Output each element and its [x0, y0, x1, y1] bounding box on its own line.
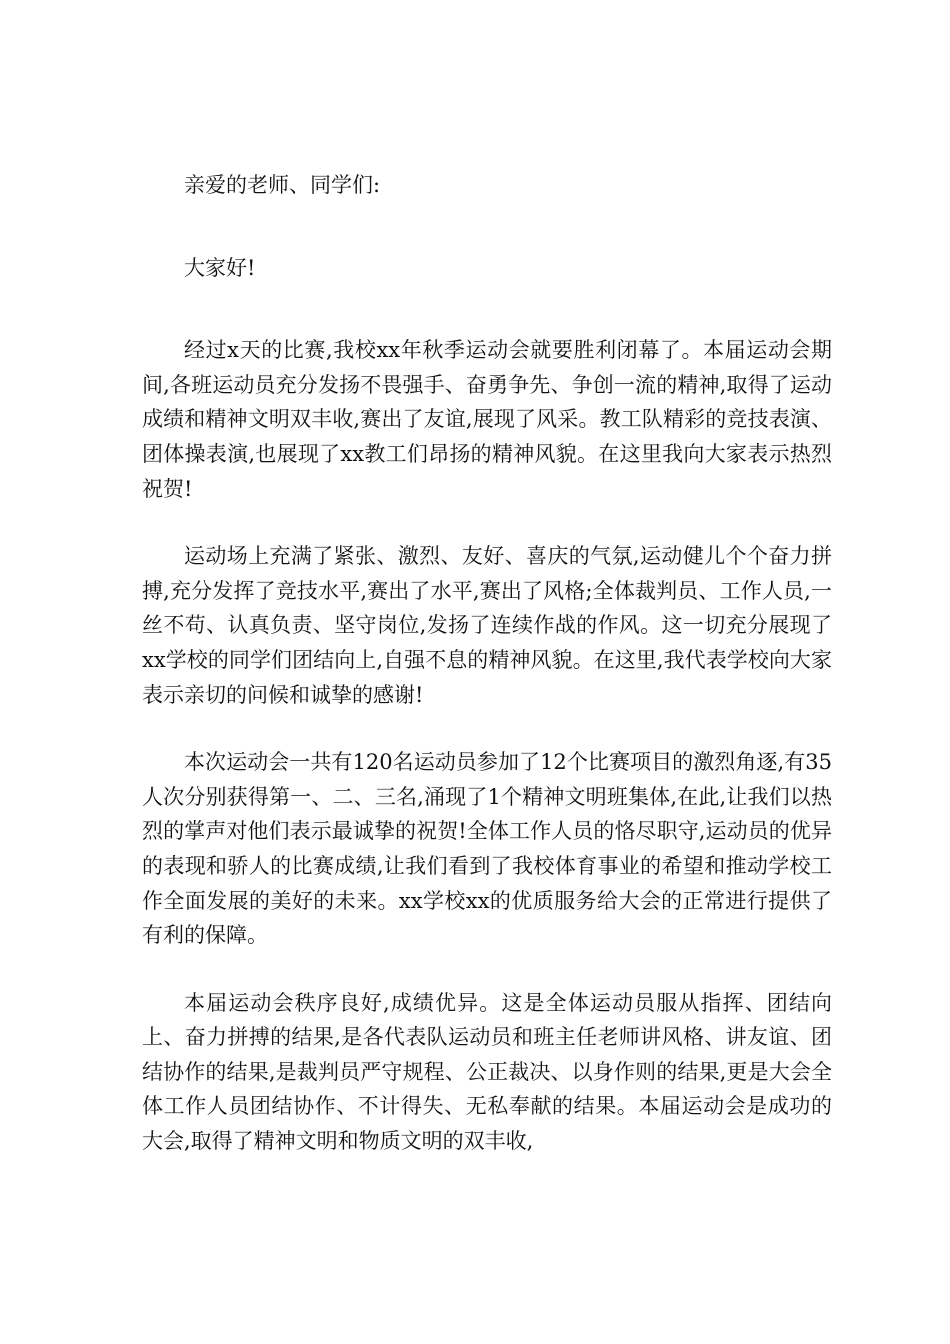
- paragraph-statistics: 本次运动会一共有120名运动员参加了12个比赛项目的激烈角逐,有35人次分别获得第一、二、三名,涌现了1个精神文明班集体,在此,让我们以热烈的掌声对他们表示最诚挚的祝贺!全体工作人员的恪尽职守,运动员的优异的表现和骄人的比赛成绩,让我们看到了我校体育事业的希望和推动学校工作全面发展的美好的未来。xx学校xx的优质服务给大会的正常进行提供了有利的保障。: [142, 750, 832, 948]
- document-body: [142, 168, 832, 1192]
- paragraph-closing-summary: 经过x天的比赛,我校xx年秋季运动会就要胜利闭幕了。本届运动会期间,各班运动员充分发扬不畏强手、奋勇争先、争创一流的精神,取得了运动成绩和精神文明双丰收,赛出了友谊,展现了风采。教工队精彩的竞技表演、团体操表演,也展现了xx教工们昂扬的精神风貌。在这里我向大家表示热烈祝贺!: [142, 338, 832, 501]
- paragraph-success-reasons: 本届运动会秩序良好,成绩优异。这是全体运动员服从指挥、团结向上、奋力拼搏的结果,是各代表队运动员和班主任老师讲风格、讲友谊、团结协作的结果,是裁判员严守规程、公正裁决、以身作则的结果,更是大会全体工作人员团结协作、不计得失、无私奉献的结果。本届运动会是成功的大会,取得了精神文明和物质文明的双丰收,: [142, 990, 832, 1154]
- paragraph-atmosphere: 运动场上充满了紧张、激烈、友好、喜庆的气氛,运动健儿个个奋力拼搏,充分发挥了竞技水平,赛出了水平,赛出了风格;全体裁判员、工作人员,一丝不苟、认真负责、坚守岗位,发扬了连续作战的作风。这一切充分展现了xx学校的同学们团结向上,自强不息的精神风貌。在这里,我代表学校向大家表示亲切的问候和诚挚的感谢!: [142, 544, 832, 707]
- greeting: 大家好!: [184, 255, 256, 280]
- salutation: 亲爱的老师、同学们:: [184, 173, 381, 197]
